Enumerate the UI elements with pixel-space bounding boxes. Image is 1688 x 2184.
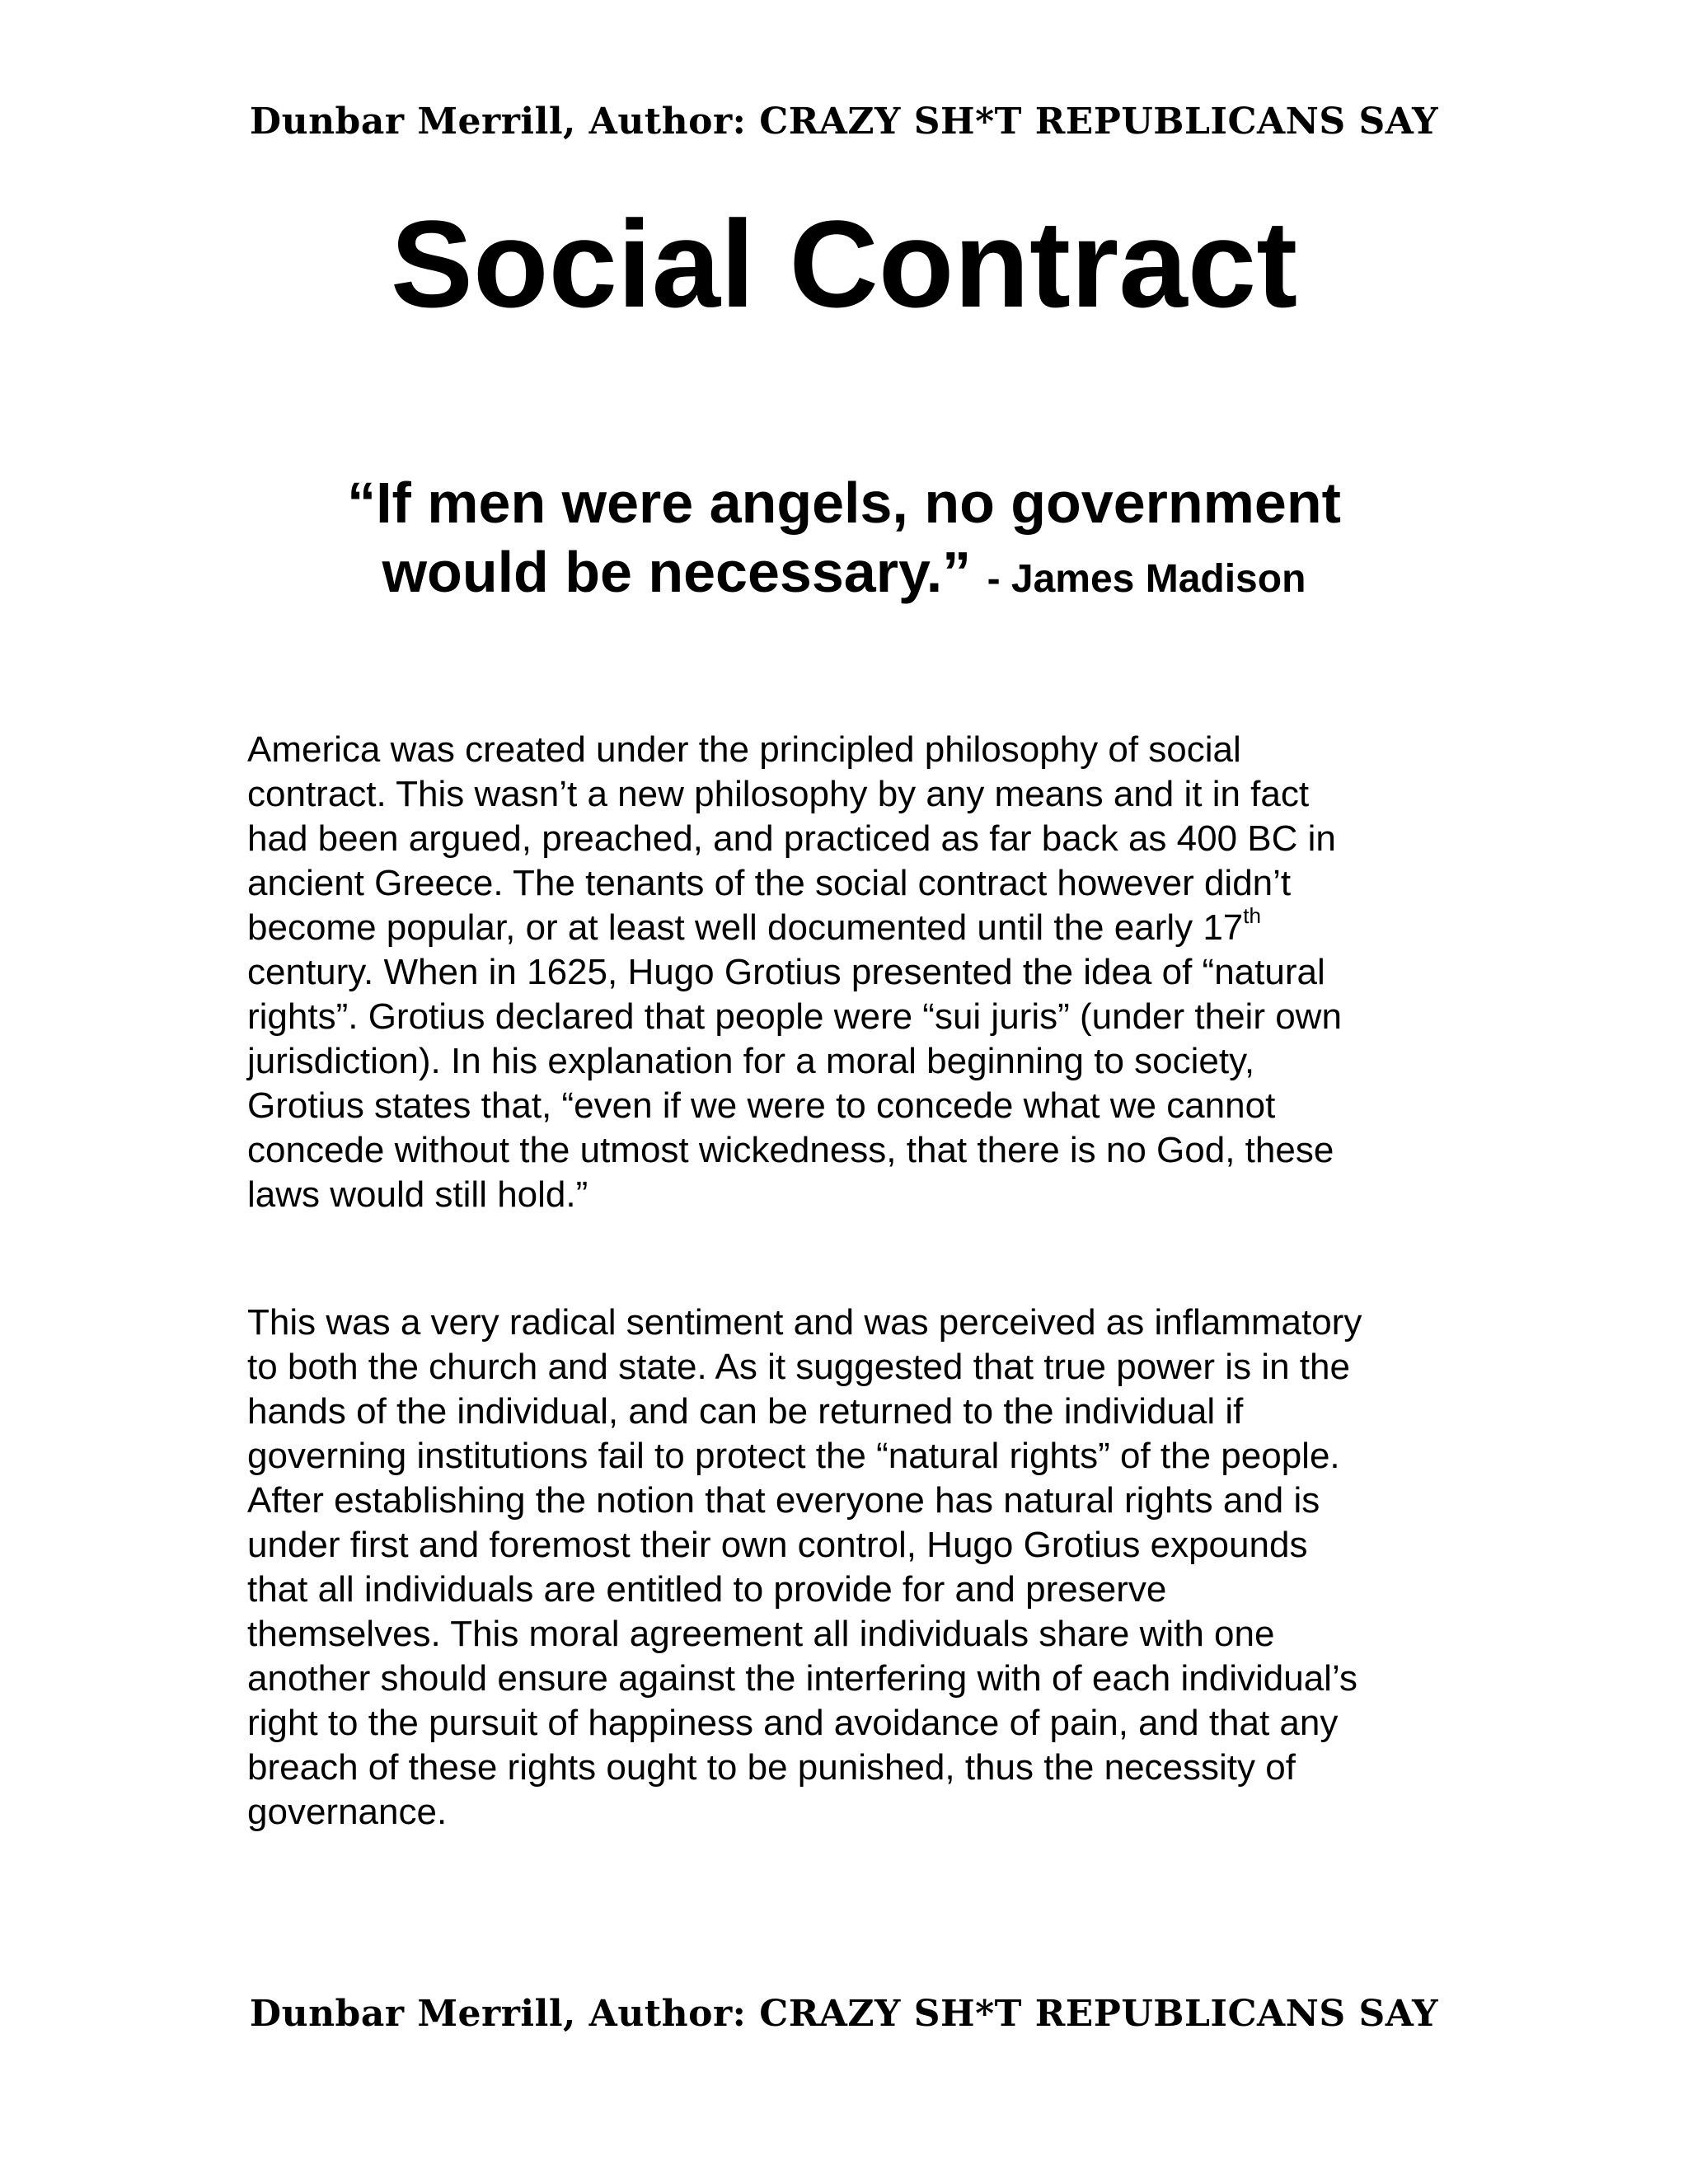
paragraph-2-line: to both the church and state. As it suggested that true power is in the (247, 1347, 1350, 1387)
paragraph-2-line: that all individuals are entitled to provide for and preserve (247, 1569, 1167, 1610)
paragraph-1-line: rights”. Grotius declared that people were “sui juris” (under their own (247, 996, 1342, 1037)
quote-line-2 (0, 537, 1688, 614)
quote-text-2: would be necessary.” (382, 540, 972, 604)
paragraph-1-line: century. When in 1625, Hugo Grotius presented the idea of “natural (247, 952, 1325, 992)
quote-attribution: - James Madison (987, 557, 1306, 601)
paragraph-2-line: another should ensure against the interfering with of each individual’s (247, 1658, 1357, 1699)
paragraph-1-line: concede without the utmost wickedness, that there is no God, these (247, 1130, 1334, 1170)
paragraph-1-line: laws would still hold.” (247, 1174, 588, 1215)
page-footer: Dunbar Merrill, Author: CRAZY SH*T REPUBLICANS SAY (249, 1993, 1439, 2035)
page-header: Dunbar Merrill, Author: CRAZY SH*T REPUBLICANS SAY (249, 101, 1439, 143)
paragraph-2-line: themselves. This moral agreement all individuals share with one (247, 1614, 1275, 1654)
paragraph-2-line: This was a very radical sentiment and was perceived as inflammatory (247, 1302, 1362, 1343)
paragraph-1-line (247, 903, 1451, 950)
paragraph-2-line: governing institutions fail to protect the “natural rights” of the people. (247, 1436, 1340, 1476)
paragraph-1 (247, 728, 1451, 1217)
paragraph-1-line: had been argued, preached, and practiced as far back as 400 BC in (247, 818, 1336, 859)
paragraph-1-line: jurisdiction). In his explanation for a moral beginning to society, (247, 1041, 1255, 1081)
paragraph-2-line: right to the pursuit of happiness and avoidance of pain, and that any (247, 1703, 1339, 1743)
paragraph-1-line: contract. This wasn’t a new philosophy by any means and it in fact (247, 774, 1310, 814)
paragraph-1-line-text: become popular, or at least well documented until the early 17 (247, 907, 1244, 948)
paragraph-2 (247, 1301, 1451, 1835)
paragraph-1-line: Grotius states that, “even if we were to concede what we cannot (247, 1085, 1276, 1126)
paragraph-1-line: America was created under the principled philosophy of social (247, 729, 1241, 770)
epigraph-quote (0, 468, 1688, 614)
paragraph-2-line: under first and foremost their own control, Hugo Grotius expounds (247, 1525, 1308, 1565)
paragraph-1-line: ancient Greece. The tenants of the social contract however didn’t (247, 863, 1292, 903)
ordinal-superscript: th (1243, 903, 1261, 929)
page-title: Social Contract (390, 194, 1298, 333)
paragraph-2-line: governance. (247, 1792, 448, 1832)
quote-line-1: “If men were angels, no government (347, 471, 1341, 535)
paragraph-2-line: After establishing the notion that everyone has natural rights and is (247, 1480, 1320, 1521)
paragraph-2-line: breach of these rights ought to be punished, thus the necessity of (247, 1747, 1296, 1788)
paragraph-2-line: hands of the individual, and can be returned to the individual if (247, 1391, 1244, 1432)
